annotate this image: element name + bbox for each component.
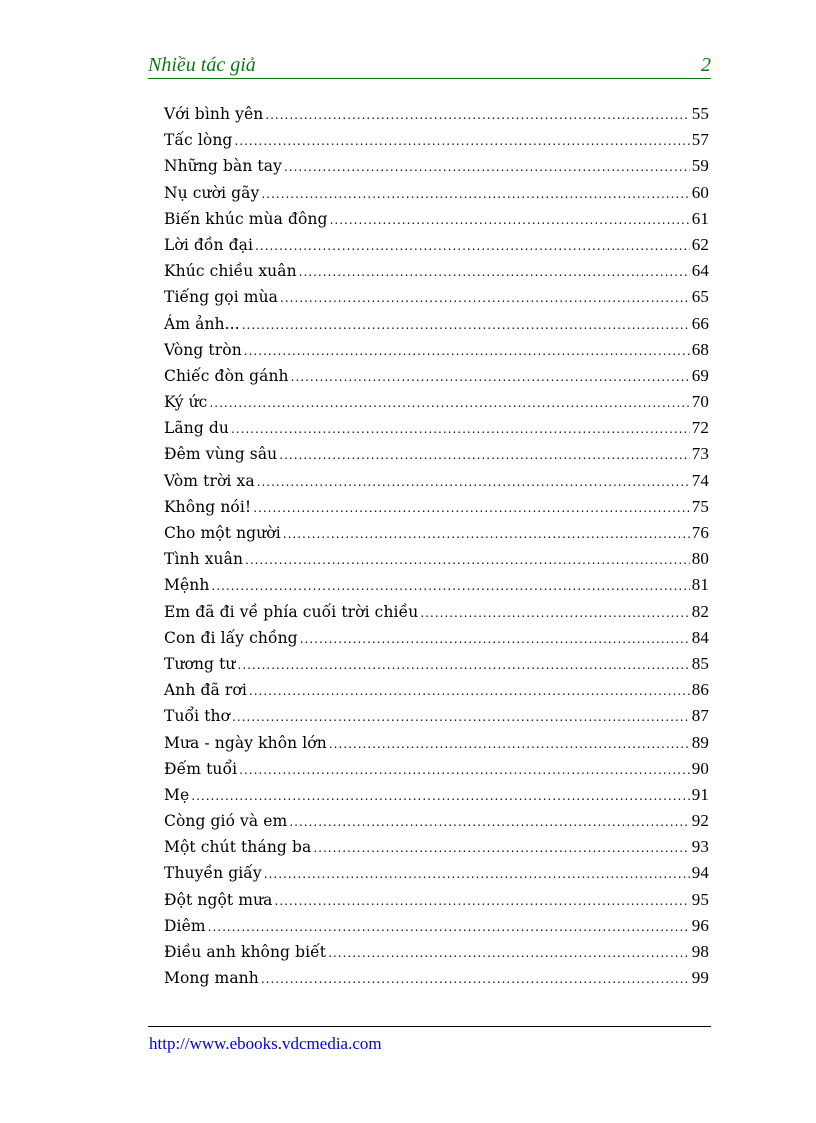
toc-dot-leader xyxy=(257,475,690,489)
toc-entry-title: Nụ cười gãy xyxy=(164,183,260,202)
footer-divider xyxy=(148,1026,711,1027)
toc-entry[interactable] xyxy=(164,733,709,759)
toc-entry-title: Tấc lòng xyxy=(164,131,233,150)
toc-dot-leader xyxy=(265,108,690,122)
toc-entry-title: Đếm tuổi xyxy=(164,759,238,778)
toc-dot-leader xyxy=(239,763,690,777)
toc-entry[interactable] xyxy=(164,183,709,209)
toc-entry-page-number: 68 xyxy=(691,339,709,359)
toc-entry[interactable] xyxy=(164,680,709,706)
toc-entry-page-number: 57 xyxy=(691,130,709,150)
toc-dot-leader xyxy=(255,239,690,253)
toc-entry-title: Anh đã rơi xyxy=(164,681,247,700)
toc-dot-leader xyxy=(300,632,690,646)
toc-dot-leader xyxy=(234,134,689,148)
toc-dot-leader xyxy=(191,789,690,803)
toc-entry-title: Diêm xyxy=(164,916,206,935)
toc-entry[interactable] xyxy=(164,497,709,523)
toc-entry[interactable] xyxy=(164,471,709,497)
toc-entry-title: Với bình yên xyxy=(164,105,264,123)
toc-entry-title: Tuổi thơ xyxy=(164,707,231,726)
toc-entry-title: Cho một người xyxy=(164,524,281,542)
toc-entry-title: Còng gió và em xyxy=(164,812,288,831)
toc-dot-leader xyxy=(299,265,690,279)
toc-entry-page-number: 74 xyxy=(691,470,709,490)
toc-entry[interactable] xyxy=(164,654,709,680)
toc-entry-page-number: 61 xyxy=(691,208,709,228)
toc-entry[interactable] xyxy=(164,287,709,313)
toc-entry-title: Con đi lấy chồng xyxy=(164,628,298,647)
footer-website-link[interactable]: http://www.ebooks.vdcmedia.com xyxy=(149,1034,382,1053)
toc-entry-title: Điều anh không biết xyxy=(164,943,327,961)
toc-dot-leader xyxy=(232,710,690,724)
toc-entry-page-number: 93 xyxy=(691,837,709,857)
toc-entry-title: Mẹ xyxy=(164,785,190,804)
toc-entry-page-number: 89 xyxy=(691,732,709,752)
toc-entry[interactable] xyxy=(164,314,709,340)
toc-entry[interactable] xyxy=(164,863,709,889)
toc-entry[interactable] xyxy=(164,418,709,444)
toc-entry-page-number: 55 xyxy=(691,104,709,123)
toc-entry-page-number: 85 xyxy=(691,653,709,673)
toc-entry-title: Một chút tháng ba xyxy=(164,838,312,857)
toc-dot-leader xyxy=(261,187,689,201)
toc-entry-title: Mưa - ngày khôn lớn xyxy=(164,733,327,752)
toc-entry[interactable] xyxy=(164,104,709,130)
toc-entry-page-number: 70 xyxy=(691,392,709,412)
toc-dot-leader xyxy=(238,658,690,672)
toc-entry-title: Mệnh xyxy=(164,576,210,595)
toc-entry[interactable] xyxy=(164,366,709,392)
toc-entry[interactable] xyxy=(164,209,709,235)
toc-entry[interactable] xyxy=(164,444,709,470)
toc-entry-page-number: 64 xyxy=(691,261,709,281)
toc-entry[interactable] xyxy=(164,156,709,182)
toc-entry-title: Ám ảnh... xyxy=(164,314,240,333)
toc-entry[interactable] xyxy=(164,890,709,916)
toc-entry[interactable] xyxy=(164,811,709,837)
toc-entry[interactable] xyxy=(164,968,709,994)
toc-entry[interactable] xyxy=(164,549,709,575)
toc-entry-page-number: 62 xyxy=(691,234,709,254)
toc-dot-leader xyxy=(231,422,690,436)
toc-entry-page-number: 72 xyxy=(691,418,709,438)
toc-entry-page-number: 69 xyxy=(691,365,709,385)
toc-entry-page-number: 98 xyxy=(691,942,709,961)
toc-dot-leader xyxy=(211,579,689,593)
toc-dot-leader xyxy=(245,553,690,567)
toc-dot-leader xyxy=(420,606,689,620)
toc-entry-title: Lãng du xyxy=(164,419,229,438)
toc-entry[interactable] xyxy=(164,628,709,654)
toc-entry-page-number: 86 xyxy=(691,680,709,700)
toc-dot-leader xyxy=(249,684,690,698)
toc-entry-page-number: 84 xyxy=(691,627,709,647)
toc-dot-leader xyxy=(242,318,690,332)
toc-entry-title: Em đã đi về phía cuối trời chiều xyxy=(164,602,419,621)
toc-entry-title: Chiếc đòn gánh xyxy=(164,366,289,385)
toc-entry[interactable] xyxy=(164,523,709,549)
toc-dot-leader xyxy=(244,344,690,358)
toc-entry-page-number: 66 xyxy=(691,313,709,333)
header-author: Nhiều tác giả xyxy=(148,54,256,76)
toc-entry[interactable] xyxy=(164,261,709,287)
toc-entry-page-number: 75 xyxy=(691,496,709,516)
toc-entry[interactable] xyxy=(164,706,709,732)
toc-entry[interactable] xyxy=(164,916,709,942)
toc-entry-title: Thuyền giấy xyxy=(164,864,262,883)
toc-entry-title: Biến khúc mùa đông xyxy=(164,209,328,228)
toc-entry-page-number: 87 xyxy=(691,706,709,726)
header-page-number: 2 xyxy=(701,54,711,76)
toc-entry-title: Vòm trời xa xyxy=(164,471,255,490)
toc-entry-page-number: 82 xyxy=(691,601,709,621)
toc-dot-leader xyxy=(313,841,689,855)
toc-entry-page-number: 99 xyxy=(691,968,709,988)
toc-entry[interactable] xyxy=(164,942,709,968)
toc-entry-title: Đêm vùng sâu xyxy=(164,445,278,464)
toc-entry-page-number: 80 xyxy=(691,549,709,569)
toc-entry-page-number: 76 xyxy=(691,523,709,542)
toc-entry-title: Lời đồn đại xyxy=(164,235,254,254)
table-of-contents xyxy=(164,104,709,994)
toc-entry[interactable] xyxy=(164,785,709,811)
toc-entry[interactable] xyxy=(164,602,709,628)
toc-entry-page-number: 91 xyxy=(691,784,709,804)
toc-dot-leader xyxy=(289,815,689,829)
toc-entry-page-number: 95 xyxy=(691,889,709,909)
toc-dot-leader xyxy=(279,448,690,462)
running-header xyxy=(148,56,711,79)
toc-entry-title: Tình xuân xyxy=(164,550,244,569)
toc-dot-leader xyxy=(275,894,690,908)
toc-entry-title: Tiếng gọi mùa xyxy=(164,288,279,307)
toc-entry-page-number: 94 xyxy=(691,863,709,883)
toc-entry-page-number: 60 xyxy=(691,182,709,202)
toc-entry[interactable] xyxy=(164,392,709,418)
toc-entry-title: Khúc chiều xuân xyxy=(164,262,297,281)
toc-entry-page-number: 65 xyxy=(691,287,709,307)
toc-entry-title: Mong manh xyxy=(164,969,259,988)
toc-entry-page-number: 92 xyxy=(691,811,709,831)
toc-entry[interactable] xyxy=(164,759,709,785)
toc-entry-page-number: 81 xyxy=(691,575,709,595)
toc-entry-title: Đột ngột mưa xyxy=(164,890,273,909)
toc-entry-page-number: 96 xyxy=(691,915,709,935)
toc-entry-page-number: 73 xyxy=(691,444,709,464)
toc-dot-leader xyxy=(328,946,690,960)
toc-dot-leader xyxy=(283,527,690,541)
toc-entry[interactable] xyxy=(164,340,709,366)
toc-entry-title: Những bàn tay xyxy=(164,157,282,176)
toc-dot-leader xyxy=(330,213,690,227)
toc-entry-title: Vòng tròn xyxy=(164,340,242,359)
toc-entry-page-number: 59 xyxy=(691,156,709,176)
toc-entry[interactable] xyxy=(164,235,709,261)
toc-dot-leader xyxy=(280,291,690,305)
toc-dot-leader xyxy=(208,920,690,934)
toc-entry-title: Tương tư xyxy=(164,654,236,673)
toc-entry-page-number: 90 xyxy=(691,758,709,778)
toc-entry-title: Ký ức xyxy=(164,393,208,412)
toc-entry[interactable] xyxy=(164,130,709,156)
toc-dot-leader xyxy=(284,160,690,174)
toc-entry-title: Không nói! xyxy=(164,497,252,516)
toc-dot-leader xyxy=(329,737,690,751)
toc-dot-leader xyxy=(291,370,690,384)
toc-dot-leader xyxy=(264,867,690,881)
toc-dot-leader xyxy=(253,501,690,515)
toc-dot-leader xyxy=(209,396,689,410)
toc-dot-leader xyxy=(261,972,690,986)
toc-entry[interactable] xyxy=(164,837,709,863)
toc-entry[interactable] xyxy=(164,575,709,601)
